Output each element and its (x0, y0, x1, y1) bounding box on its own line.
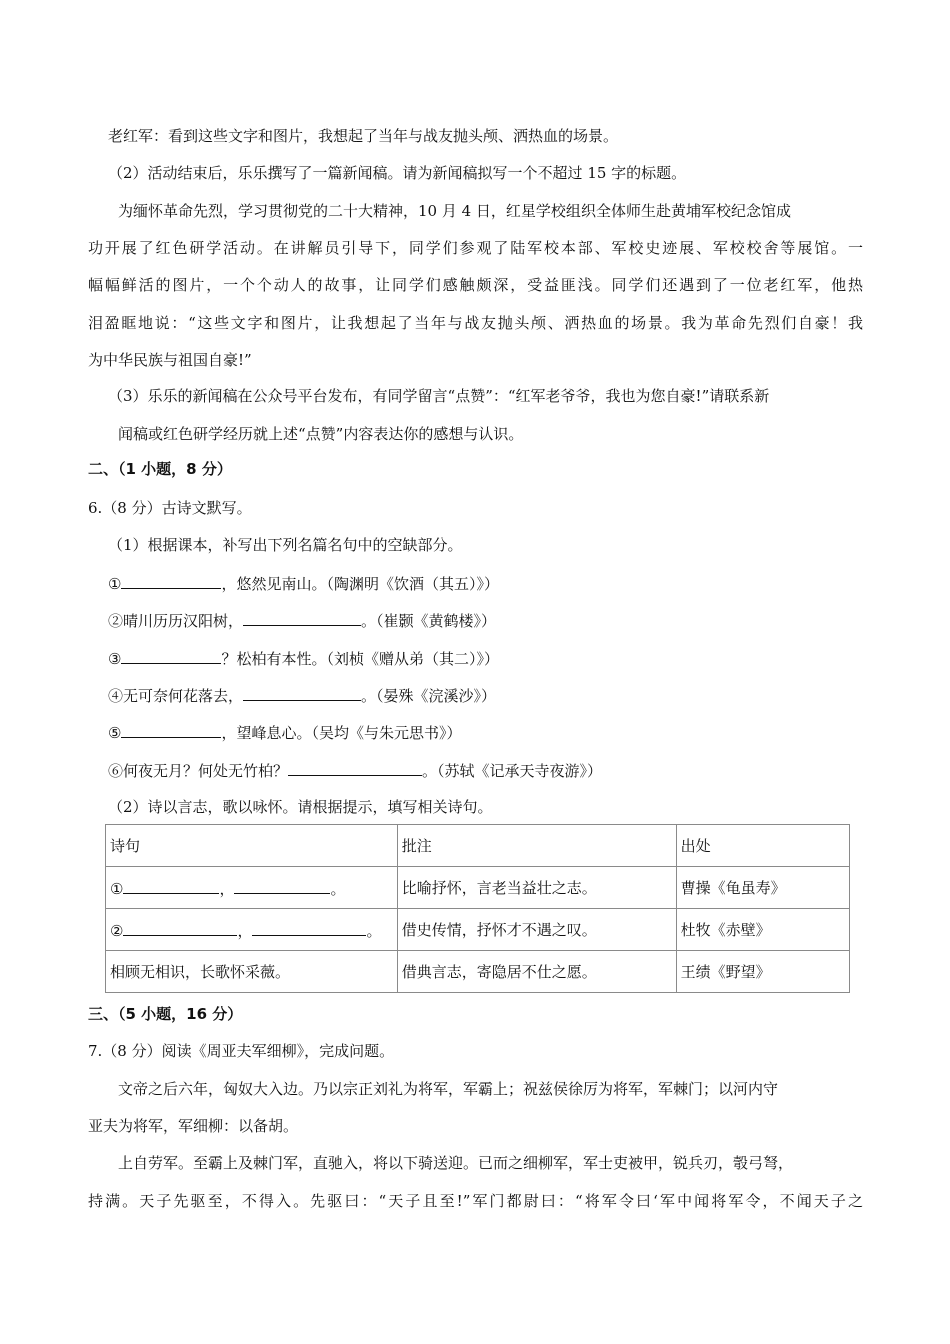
fill-item-5 (108, 721, 461, 743)
news-paragraph-line-3: 幅幅鲜活的图片，一个个动人的故事，让同学们感触颇深，受益匪浅。同学们还遇到了一位老红军，他热 (88, 276, 863, 294)
verse-end: 。 (330, 879, 346, 898)
table-cell-note: 借史传情，抒怀才不遇之叹。 (397, 909, 676, 951)
fill-item-1-after: ，悠然见南山。（陶渊明《饮酒（其五）》） (221, 575, 499, 593)
table-row (106, 867, 850, 909)
fill-item-4-after: 。（晏殊《浣溪沙》） (361, 687, 497, 705)
verse-prefix: ① (110, 879, 124, 898)
answer-blank[interactable] (288, 759, 422, 776)
question-6-part-2: （2）诗以言志，歌以咏怀。请根据提示，填写相关诗句。 (108, 798, 493, 816)
fill-item-5-after: ，望峰息心。（吴均《与朱元思书》） (221, 724, 462, 742)
verse-mid: ， (237, 921, 253, 940)
fill-item-6-after: 。（苏轼《记承天寺夜游》） (422, 762, 603, 780)
fill-item-3-prefix: ③ (108, 650, 122, 668)
fill-item-3-after: ？松柏有本性。（刘桢《赠从弟（其二）》） (221, 650, 499, 668)
table-cell-source: 杜牧《赤壁》 (676, 909, 849, 951)
news-paragraph-line-5: 为中华民族与祖国自豪!” (88, 351, 252, 369)
fill-item-6-prefix: ⑥何夜无月？何处无竹柏？ (108, 762, 289, 780)
question-5-3-line-1: （3）乐乐的新闻稿在公众号平台发布，有同学留言“点赞”：“红军老爷爷，我也为您自豪!”请联系新 (108, 387, 770, 405)
passage-line-3: 上自劳军。至霸上及棘门军，直驰入，将以下骑送迎。已而之细柳军，军士吏被甲，锐兵刃，彀弓弩， (118, 1154, 794, 1172)
answer-blank[interactable] (252, 919, 366, 936)
table-header-source: 出处 (676, 825, 849, 867)
table-row (106, 951, 850, 993)
question-5-2: （2）活动结束后，乐乐撰写了一篇新闻稿。请为新闻稿拟写一个不超过 15 字的标题。 (108, 164, 687, 182)
fill-item-4 (108, 684, 496, 706)
poem-table (105, 824, 850, 993)
table-row (106, 909, 850, 951)
passage-line-2: 亚夫为将军，军细柳：以备胡。 (88, 1117, 299, 1135)
question-7-title: 7.（8 分）阅读《周亚夫军细柳》，完成问题。 (88, 1042, 395, 1060)
answer-blank[interactable] (121, 721, 221, 738)
table-header-note: 批注 (397, 825, 676, 867)
news-paragraph-line-1: 为缅怀革命先烈，学习贯彻党的二十大精神，10 月 4 日，红星学校组织全体师生赴黄埔军校纪念馆成 (118, 202, 791, 220)
news-paragraph-line-2: 功开展了红色研学活动。在讲解员引导下，同学们参观了陆军校本部、军校史迹展、军校校舍等展馆。一 (88, 239, 863, 257)
table-cell-note: 借典言志，寄隐居不仕之愿。 (397, 951, 676, 993)
table-cell-source: 曹操《龟虽寿》 (676, 867, 849, 909)
question-5-3-line-2: 闻稿或红色研学经历就上述“点赞”内容表达你的感想与认识。 (118, 425, 524, 443)
table-cell-verse (106, 909, 398, 951)
table-cell-source: 王绩《野望》 (676, 951, 849, 993)
fill-item-2 (108, 609, 496, 631)
table-cell-verse (106, 867, 398, 909)
answer-blank[interactable] (234, 877, 330, 894)
news-paragraph-line-4: 泪盈眶地说：“这些文字和图片，让我想起了当年与战友抛头颅、洒热血的场景。我为革命先烈们自豪！我 (88, 314, 863, 332)
fill-item-1-prefix: ① (108, 575, 122, 593)
passage-line-1: 文帝之后六年，匈奴大入边。乃以宗正刘礼为将军，军霸上；祝兹侯徐厉为将军，军棘门；以河内守 (118, 1080, 779, 1098)
answer-blank[interactable] (243, 684, 361, 701)
answer-blank[interactable] (123, 919, 237, 936)
passage-line-4: 持满。天子先驱至，不得入。先驱曰：“天子且至!”军门都尉曰：“将军令曰‘军中闻将军令，不闻天子之 (88, 1192, 863, 1210)
verse-end: 。 (366, 921, 382, 940)
answer-blank[interactable] (121, 647, 221, 664)
answer-blank[interactable] (123, 877, 219, 894)
fill-item-1 (108, 572, 499, 594)
verse-prefix: ② (110, 921, 124, 940)
fill-item-5-prefix: ⑤ (108, 724, 122, 742)
answer-blank[interactable] (121, 572, 221, 589)
table-cell-verse: 相顾无相识，长歌怀采薇。 (106, 951, 398, 993)
question-6-part-1: （1）根据课本，补写出下列名篇名句中的空缺部分。 (108, 536, 463, 554)
question-6-title: 6.（8 分）古诗文默写。 (88, 499, 252, 517)
section-2-heading: 二、（1 小题，8 分） (88, 460, 232, 478)
fill-item-2-prefix: ②晴川历历汉阳树， (108, 612, 244, 630)
fill-item-6 (108, 759, 602, 781)
fill-item-3 (108, 647, 499, 669)
table-header-verse: 诗句 (106, 825, 398, 867)
verse-mid: ， (219, 879, 235, 898)
veteran-quote: 老红军：看到这些文字和图片，我想起了当年与战友抛头颅、洒热血的场景。 (108, 127, 619, 145)
table-cell-note: 比喻抒怀，言老当益壮之志。 (397, 867, 676, 909)
fill-item-2-after: 。（崔颢《黄鹤楼》） (361, 612, 497, 630)
table-header-row (106, 825, 850, 867)
section-3-heading: 三、（5 小题，16 分） (88, 1005, 243, 1023)
answer-blank[interactable] (243, 609, 361, 626)
fill-item-4-prefix: ④无可奈何花落去， (108, 687, 244, 705)
